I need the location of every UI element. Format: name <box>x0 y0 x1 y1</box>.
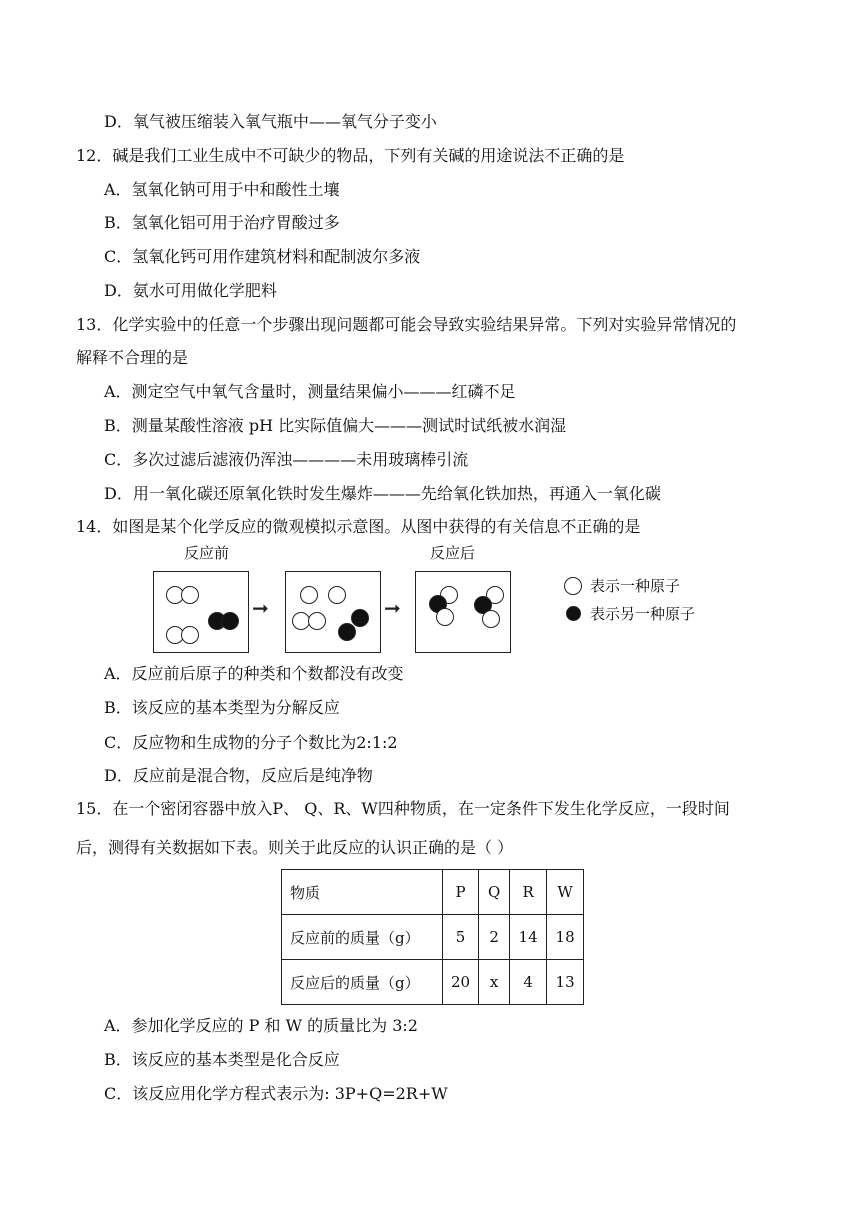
open-atom-icon <box>436 608 454 626</box>
q14-option-b: B．该反应的基本类型为分解反应 <box>104 698 340 717</box>
q11-option-d: D．氧气被压缩装入氧气瓶中——氧气分子变小 <box>104 112 437 131</box>
middle-box <box>285 571 381 653</box>
q13-stem-line1: 13．化学实验中的任意一个步骤出现问题都可能会导致实验结果异常。下列对实验异常情况的 <box>76 315 737 334</box>
after-label: 反应后 <box>430 544 476 562</box>
open-atom-icon <box>181 626 199 644</box>
table-cell: 反应后的质量（g） <box>282 960 443 1005</box>
filled-atom-icon <box>221 612 239 630</box>
legend-filled-label: 表示另一种原子 <box>590 605 696 623</box>
table-header-cell: 物质 <box>282 870 443 915</box>
mass-table <box>281 869 584 1005</box>
filled-atom-icon <box>338 623 356 641</box>
table-cell: 20 <box>443 960 479 1005</box>
before-label: 反应前 <box>184 544 230 562</box>
q15-option-c: C．该反应用化学方程式表示为: 3P+Q=2R+W <box>104 1084 448 1103</box>
table-cell: 5 <box>443 915 479 960</box>
open-atom-icon <box>308 612 326 630</box>
table-header-cell: P <box>443 870 479 915</box>
q15-option-a: A．参加化学反应的 P 和 W 的质量比为 3:2 <box>104 1016 418 1035</box>
before-box <box>153 571 249 653</box>
reaction-arrow-icon: ➞ <box>384 596 401 620</box>
q15-option-b: B．该反应的基本类型是化合反应 <box>104 1050 340 1069</box>
q13-option-d: D．用一氧化碳还原氧化铁时发生爆炸———先给氧化铁加热，再通入一氧化碳 <box>104 484 661 503</box>
table-cell: 2 <box>479 915 510 960</box>
legend-open-label: 表示一种原子 <box>590 577 681 595</box>
q13-stem-line2: 解释不合理的是 <box>76 348 189 367</box>
q12-option-b: B．氢氧化铝可用于治疗胃酸过多 <box>104 213 340 232</box>
q13-option-b: B．测量某酸性溶液 pH 比实际值偏大———测试时试纸被水润湿 <box>104 416 567 435</box>
q12-option-a: A．氢氧化钠可用于中和酸性土壤 <box>104 180 340 199</box>
q15-stem-line2: 后，测得有关数据如下表。则关于此反应的认识正确的是（ ） <box>76 838 514 857</box>
table-row <box>282 915 584 960</box>
q14-option-c: C．反应物和生成物的分子个数比为2:1:2 <box>104 733 398 752</box>
table-cell: x <box>479 960 510 1005</box>
q14-option-d: D．反应前是混合物，反应后是纯净物 <box>104 766 373 785</box>
q12-option-d: D．氨水可用做化学肥料 <box>104 281 277 300</box>
q13-option-c: C．多次过滤后滤液仍浑浊————未用玻璃棒引流 <box>104 450 469 469</box>
open-atom-icon <box>482 610 500 628</box>
q13-option-a: A．测定空气中氧气含量时，测量结果偏小———红磷不足 <box>104 382 516 401</box>
q12-stem: 12．碱是我们工业生成中不可缺少的物品，下列有关碱的用途说法不正确的是 <box>76 146 625 165</box>
table-cell: 18 <box>547 915 584 960</box>
q14-stem: 14．如图是某个化学反应的微观模拟示意图。从图中获得的有关信息不正确的是 <box>76 517 641 536</box>
open-atom-icon <box>300 586 318 604</box>
table-cell: 4 <box>510 960 547 1005</box>
table-header-cell: Q <box>479 870 510 915</box>
q14-option-a: A．反应前后原子的种类和个数都没有改变 <box>104 664 404 683</box>
q15-stem-line1: 15．在一个密闭容器中放入P、 Q、R、W四种物质，在一定条件下发生化学反应，一段时间 <box>76 799 730 818</box>
table-row <box>282 960 584 1005</box>
after-box <box>415 571 511 653</box>
legend-filled-atom-icon <box>566 606 581 621</box>
table-cell: 14 <box>510 915 547 960</box>
table-cell: 13 <box>547 960 584 1005</box>
open-atom-icon <box>328 586 346 604</box>
reaction-diagram <box>140 540 730 658</box>
table-header-row <box>282 870 584 915</box>
table-header-cell: W <box>547 870 584 915</box>
table-header-cell: R <box>510 870 547 915</box>
reaction-arrow-icon: ➞ <box>252 596 269 620</box>
table-cell: 反应前的质量（g） <box>282 915 443 960</box>
legend-open-atom-icon <box>564 577 582 595</box>
filled-atom-icon <box>351 609 369 627</box>
open-atom-icon <box>181 586 199 604</box>
q12-option-c: C．氢氧化钙可用作建筑材料和配制波尔多液 <box>104 247 421 266</box>
